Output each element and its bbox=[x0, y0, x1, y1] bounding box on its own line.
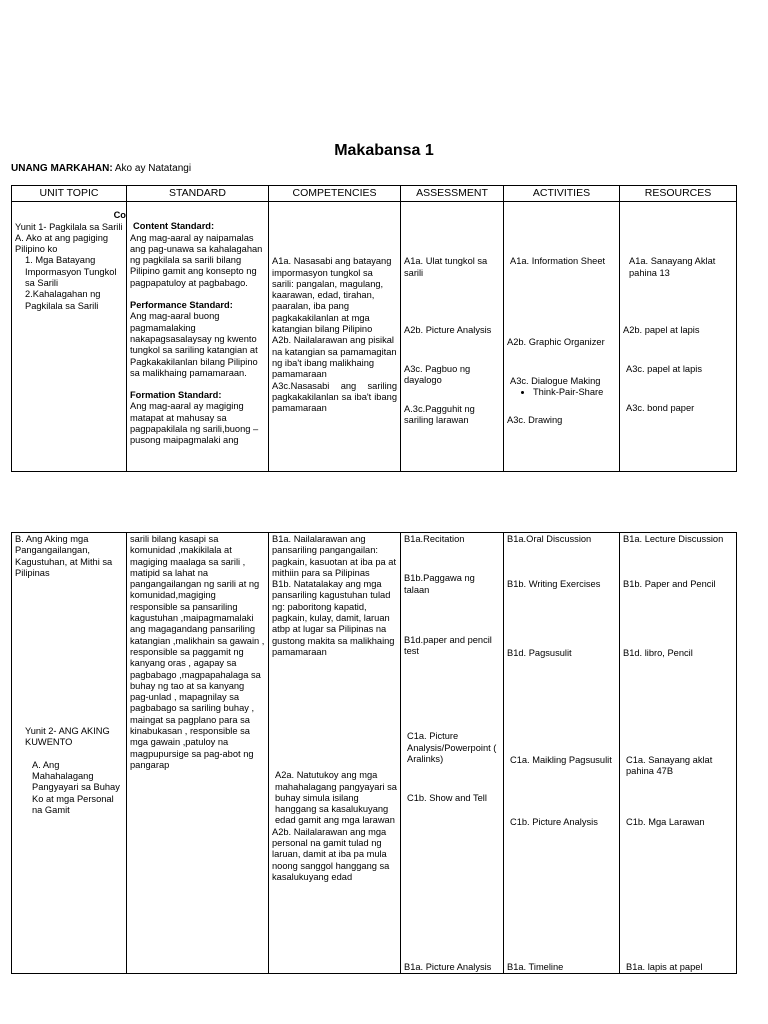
header-competencies: COMPETENCIES bbox=[269, 186, 401, 202]
resource-item: B1a. Lecture Discussion bbox=[623, 534, 724, 544]
resource-item: C1b. Mga Larawan bbox=[626, 817, 705, 828]
unit-corner-text: Co bbox=[113, 210, 126, 221]
resource-item: A3c. papel at lapis bbox=[626, 364, 702, 375]
assessment-item: B1d.paper and pencil test bbox=[404, 634, 492, 657]
assessment-item: A2b. Picture Analysis bbox=[404, 324, 492, 335]
table-row bbox=[12, 202, 737, 472]
resources-cell bbox=[620, 533, 737, 974]
unit-yunit2: Yunit 2- ANG AKING KUWENTO bbox=[25, 726, 110, 748]
unit-line: 1. Mga Batayang Impormasyon Tungkol sa Sarili bbox=[25, 255, 117, 289]
curriculum-table-1 bbox=[11, 185, 737, 472]
formation-standard-text: Ang mag-aaral ay magiging matapat at mahusay sa pagpapakilala ng sarili,buong – pusong maipagmalaki ang bbox=[130, 401, 259, 446]
unit-line: Yunit 1- Pagkilala sa Sarili bbox=[15, 221, 123, 232]
standard-cell bbox=[127, 533, 269, 974]
resource-item: B1a. lapis at papel bbox=[626, 961, 703, 972]
quarter-heading bbox=[11, 163, 191, 174]
competency-item: B1a. Nailalarawan ang pansariling pangangailan: pagkain, kasuotan at iba pa at mithiin para sa Pilipinas bbox=[272, 534, 397, 578]
assessment-item: A1a. Ulat tungkol sa sarili bbox=[404, 256, 488, 278]
content-standard-title: Content Standard: bbox=[133, 221, 215, 232]
activity-item: A3c. Drawing bbox=[507, 415, 563, 426]
assessment-item: B1a. Picture Analysis bbox=[404, 961, 492, 972]
activity-item: A2b. Graphic Organizer bbox=[507, 336, 605, 347]
curriculum-table-2 bbox=[11, 532, 737, 974]
activity-item: B1a.Oral Discussion bbox=[507, 534, 592, 544]
resource-item: B1d. libro, Pencil bbox=[623, 647, 693, 658]
resource-item: C1a. Sanayang aklat pahina 47B bbox=[626, 754, 713, 777]
activity-item: C1a. Maikling Pagsusulit bbox=[510, 754, 612, 765]
formation-standard-title: Formation Standard: bbox=[130, 390, 222, 401]
assessment-item: B1a.Recitation bbox=[404, 534, 465, 544]
unit-b-title: B. Ang Aking mga Pangangailangan, Kagustuhan, at Mithi sa Pilipinas bbox=[15, 534, 113, 578]
resource-item: A3c. bond paper bbox=[626, 403, 695, 414]
activity-item: A1a. Information Sheet bbox=[510, 256, 606, 267]
table-row bbox=[12, 533, 737, 974]
assessment-item: C1b. Show and Tell bbox=[407, 793, 487, 804]
assessment-cell bbox=[401, 533, 504, 974]
activity-item: B1b. Writing Exercises bbox=[507, 579, 601, 590]
resource-item: A1a. Sanayang Aklat pahina 13 bbox=[629, 256, 716, 278]
competency-item: A2b. Nailalarawan ang mga personal na gamit tulad ng laruan, damit at iba pa mula noong sanggol hanggang sa kasalukuyang edad bbox=[272, 826, 390, 882]
page-title: Makabansa 1 bbox=[334, 142, 434, 159]
activities-cell bbox=[504, 533, 620, 974]
header-unit-topic: UNIT TOPIC bbox=[12, 186, 127, 202]
unit-topic-cell bbox=[12, 202, 127, 472]
resources-cell bbox=[620, 202, 737, 472]
header-assessment: ASSESSMENT bbox=[401, 186, 504, 202]
competencies-cell bbox=[269, 202, 401, 472]
activity-bullet-list bbox=[507, 387, 616, 398]
competency-item: B1b. Natatalakay ang mga pansariling kagustuhan tulad ng: paboritong kapatid, pagkain, kulay, damit, laruan atbp at lugar sa Pilipinas na gustong makita sa malikhaing pamamaraan bbox=[272, 579, 395, 657]
header-resources: RESOURCES bbox=[620, 186, 737, 202]
activity-bullet-item: • Think-Pair-Share bbox=[533, 387, 616, 398]
performance-standard-title: Performance Standard: bbox=[130, 300, 233, 311]
activities-cell bbox=[504, 202, 620, 472]
standard-text: sarili bilang kasapi sa komunidad ,makikilala at magiging maalaga sa sarili , matipid sa lahat na pangangailangan ng sarili at ng komunidad,magiging responsible sa pansariling kagustuhan ,maipagmamalaki ang magagandang pansariling katangian ,malikhain sa gawain , responsible sa paggamit ng kanyang oras , agapay sa pagbabago ,magpapahalaga sa buhay ng tao at sa kanyang pag-unlad , mapagnilay sa pagbabago sa sariling buhay , maingat sa pagplano para sa kinabukasan , responsible sa mga gawain ,patuloy na magpupursige sa pag-abot ng pangarap bbox=[130, 534, 265, 770]
unit-a-item: A. Ang Mahahalagang Pangyayari sa Buhay Ko at mga Personal na Gamit bbox=[32, 759, 120, 815]
assessment-item: C1a. Picture Analysis/Powerpoint ( Aralinks) bbox=[407, 731, 497, 765]
resource-item: A2b. papel at lapis bbox=[623, 324, 700, 335]
performance-standard-text: Ang mag-aaral buong pagmamalaking nakapagsasalaysay ng kwento tungkol sa sariling katangian at Pagkakakilanlan bilang Pilipino sa malikhaing pamamaraan. bbox=[130, 311, 258, 378]
activity-item: B1d. Pagsusulit bbox=[507, 647, 572, 658]
competency-item: A2b. Nailalarawan ang pisikal na katangian sa pamamagitan ng iba't ibang malikhaing pamamaraan bbox=[272, 335, 397, 380]
assessment-cell bbox=[401, 202, 504, 472]
resource-item: B1b. Paper and Pencil bbox=[623, 579, 716, 590]
quarter-value: Ako ay Natatangi bbox=[114, 163, 192, 174]
competency-item: A2a. Natutukoy ang mga mahahalagang pangyayari sa buhay simula isilang hanggang sa kasalukuyang edad gamit ang mga larawan bbox=[275, 770, 397, 826]
competency-item: A1a. Nasasabi ang batayang impormasyon tungkol sa sarili: pangalan, magulang, kaarawan, edad, tirahan, paaralan, iba pang pagkakakilanlan at mga katangian bilang Pilipino bbox=[272, 256, 392, 335]
activity-item: A3c. Dialogue Making bbox=[510, 375, 601, 386]
header-standard: STANDARD bbox=[127, 186, 269, 202]
activity-item: C1b. Picture Analysis bbox=[510, 817, 598, 828]
table-header-row bbox=[12, 186, 737, 202]
quarter-label: UNANG MARKAHAN: bbox=[11, 163, 113, 174]
content-standard-text: Ang mag-aaral ay naipamalas ang pag-unawa sa kahalagahan ng pagkilala sa sarili bilang Pilipino gamit ang konsepto ng pagpapatuloy at pagbabago. bbox=[130, 232, 263, 288]
activity-item: B1a. Timeline bbox=[507, 961, 564, 972]
standard-cell bbox=[127, 202, 269, 472]
unit-line: 2.Kahalagahan ng Pagkilala sa Sarili bbox=[25, 289, 101, 311]
competencies-cell bbox=[269, 533, 401, 974]
assessment-item: A.3c.Pagguhit ng sariling larawan bbox=[404, 403, 475, 426]
assessment-item: B1b.Paggawa ng talaan bbox=[404, 573, 475, 595]
competency-item: A3c.Nasasabi ang sariling pagkakakilanlan sa iba't ibang pamamaraan bbox=[272, 380, 397, 414]
assessment-item: A3c. Pagbuo ng dayalogo bbox=[404, 364, 471, 386]
unit-line: A. Ako at ang pagiging Pilipino ko bbox=[15, 232, 109, 255]
unit-topic-cell bbox=[12, 533, 127, 974]
header-activities: ACTIVITIES bbox=[504, 186, 620, 202]
